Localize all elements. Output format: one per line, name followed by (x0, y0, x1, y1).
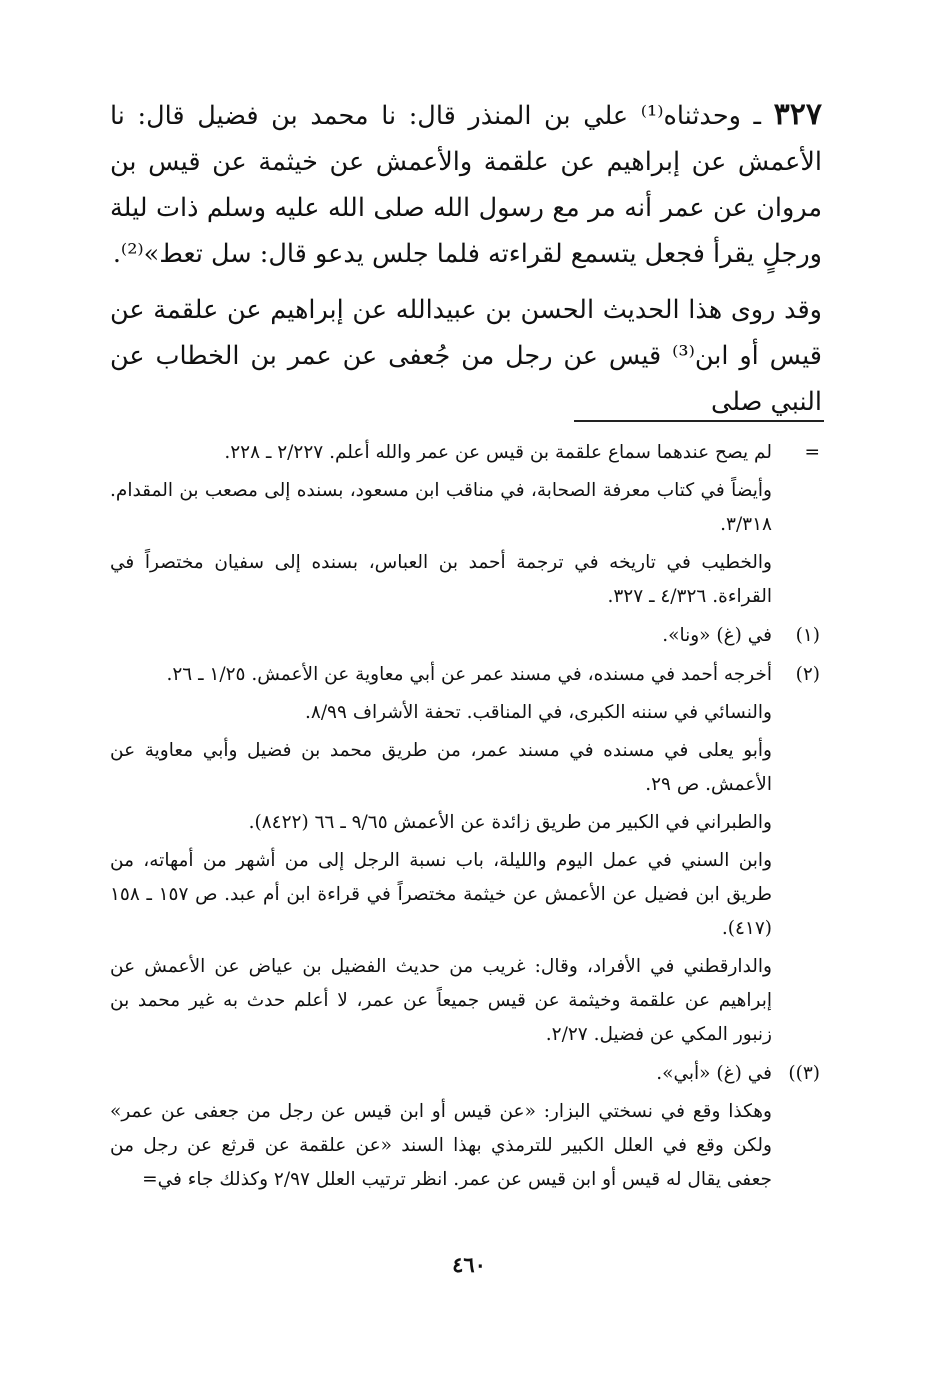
footnote-paragraph: والخطيب في تاريخه في ترجمة أحمد بن العباس، بسنده إلى سفيان مختصراً في القراءة. ٤/٣٢٦ ـ ٣٢٧. (110, 552, 772, 607)
commentary-paragraph: وقد روى هذا الحديث الحسن بن عبيدالله عن إبراهيم عن علقمة عن قيس أو ابن⁽³⁾ قيس عن رجل من جُعفى عن عمر بن الخطاب عن النبي صلى (110, 295, 822, 417)
footnotes (110, 436, 822, 1202)
footnote-body (110, 619, 772, 653)
hadith-text: ـ وحدثناه⁽¹⁾ علي بن المنذر قال: نا محمد بن فضيل قال: نا الأعمش عن إبراهيم عن علقمة والأعمش عن خيثمة عن قيس بن مروان عن عمر أنه مر مع رسول الله صلى الله عليه وسلم ذات ليلة ورجلٍ يقرأ فجعل يتسمع لقراءته فلما جلس يدعو قال: سل تعط»⁽²⁾. (110, 101, 822, 269)
footnote (110, 658, 822, 1052)
footnote-paragraph: وأبو يعلى في مسنده في مسند عمر، من طريق محمد بن فضيل وأبي معاوية عن الأعمش. ص ٢٩. (110, 740, 772, 795)
footnote (110, 436, 822, 614)
main-text (110, 92, 822, 425)
page-number: ٤٦٠ (452, 1252, 486, 1277)
footnote-paragraph: لم يصح عندهما سماع علقمة بن قيس عن عمر والله أعلم. ٢/٢٢٧ ـ ٢٢٨. (224, 442, 772, 463)
footnote-paragraph: وأيضاً في كتاب معرفة الصحابة، في مناقب ابن مسعود، بسنده إلى مصعب بن المقدام. ٣/٣١٨. (110, 480, 772, 535)
footnote-separator (574, 420, 824, 422)
footnote-paragraph: في (غ) «ونا». (662, 625, 772, 646)
footnote (110, 619, 822, 653)
hadith-number: ٣٢٧ (773, 97, 822, 132)
footnote-paragraph: وهكذا وقع في نسختي البزار: «عن قيس أو ابن قيس عن رجل من جعفى عن عمر» ولكن وقع في العلل الكبير للترمذي بهذا السند «عن علقمة عن قرثع عن رجل من جعفى يقال له قيس أو ابن قيس عن عمر. انظر ترتيب العلل ٢/٩٧ وكذلك جاء في= (110, 1101, 772, 1190)
footnote-body (110, 436, 772, 614)
footnote-body (110, 1057, 772, 1197)
footnote-paragraph: أخرجه أحمد في مسنده، في مسند عمر عن أبي معاوية عن الأعمش. ١/٢٥ ـ ٢٦. (166, 664, 772, 685)
footnote-marker: = (804, 442, 820, 463)
footnote-paragraph: والنسائي في سننه الكبرى، في المناقب. تحفة الأشراف ٨/٩٩. (305, 702, 772, 723)
footnote-marker: (٢) (795, 664, 820, 685)
footnote-body (110, 658, 772, 1052)
footnote-paragraph: وابن السني في عمل اليوم والليلة، باب نسبة الرجل إلى من أشهر من أمهاته، من طريق ابن فضيل عن الأعمش عن خيثمة مختصراً في قراءة ابن أم عبد. ص ١٥٧ ـ ١٥٨ (٤١٧). (110, 850, 773, 939)
footnote-marker: (٣)) (788, 1063, 820, 1084)
footnote-paragraph: والطبراني في الكبير من طريق زائدة عن الأعمش ٩/٦٥ ـ ٦٦ (٨٤٢٢). (248, 812, 772, 833)
hadith-paragraph (110, 92, 822, 277)
footnote-paragraph: والدارقطني في الأفراد، وقال: غريب من حديث الفضيل بن عياض عن الأعمش عن إبراهيم عن علقمة وخيثمة عن قيس جميعاً عن عمر، لا أعلم حدث به غير محمد بن زنبور المكي عن فضيل. ٢/٢٧. (110, 956, 772, 1045)
footnote-paragraph: في (غ) «أبي». (656, 1063, 772, 1084)
footnote-marker: (١) (795, 625, 820, 646)
footnote (110, 1057, 822, 1197)
